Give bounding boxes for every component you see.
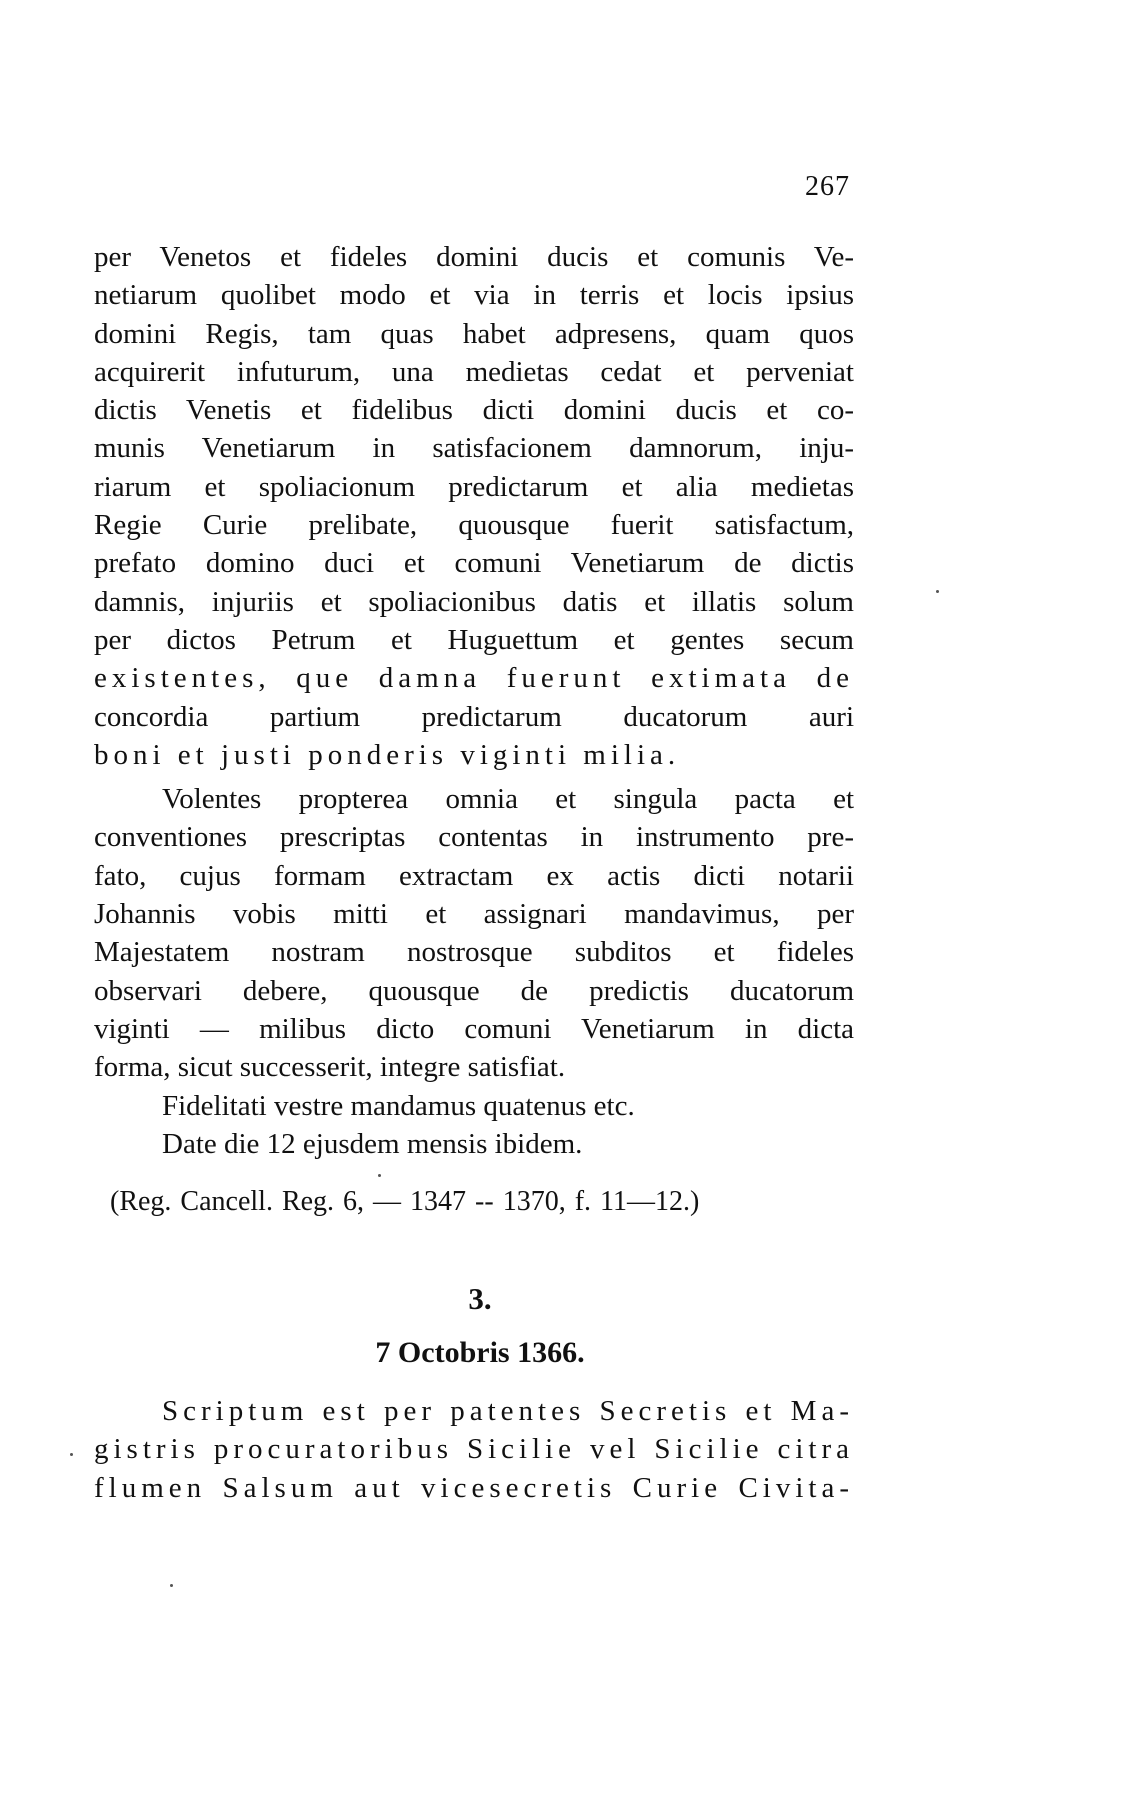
document-number: 3. bbox=[468, 1281, 492, 1316]
text-line: damnis, injuriis et spoliacionibus datis et illatis solum bbox=[94, 585, 854, 618]
paper-speck bbox=[170, 1584, 173, 1587]
date-line: Date die 12 ejusdem mensis ibidem. bbox=[162, 1127, 583, 1160]
text-line: existentes, que damna fuerunt extimata de bbox=[94, 662, 854, 695]
closing-line: Fidelitati vestre mandamus quatenus etc. bbox=[162, 1089, 635, 1122]
text-line: munis Venetiarum in satisfacionem damnorum, inju- bbox=[94, 432, 854, 465]
text-line: viginti — milibus dicto comuni Venetiarum in dicta bbox=[94, 1012, 854, 1045]
page-number: 267 bbox=[805, 171, 850, 202]
text-line: gistris procuratoribus Sicilie vel Sicilie citra bbox=[94, 1433, 854, 1466]
text-line: fato, cujus formam extractam ex actis dicti notarii bbox=[94, 859, 854, 892]
text-line: Volentes propterea omnia et singula pacta et bbox=[162, 783, 854, 816]
paper-speck bbox=[378, 1174, 381, 1177]
text-line: per Venetos et fideles domini ducis et comunis Ve- bbox=[94, 241, 854, 273]
text-line: Scriptum est per patentes Secretis et Ma- bbox=[162, 1395, 854, 1427]
document-text bbox=[94, 1392, 854, 1507]
text-line: flumen Salsum aut vicesecretis Curie Civita- bbox=[94, 1471, 854, 1504]
text-line: netiarum quolibet modo et via in terris et locis ipsius bbox=[94, 279, 854, 312]
text-line: forma, sicut successerit, integre satisfiat. bbox=[94, 1051, 566, 1084]
text-line: dictis Venetis et fidelibus dicti domini ducis et co- bbox=[94, 394, 854, 427]
text-line: observari debere, quousque de predictis ducatorum bbox=[94, 974, 854, 1007]
main-text bbox=[94, 238, 854, 1163]
text-line: domini Regis, tam quas habet adpresens, quam quos bbox=[94, 317, 854, 350]
text-line: Johannis vobis mitti et assignari mandavimus, per bbox=[94, 898, 854, 931]
text-line: riarum et spoliacionum predictarum et alia medietas bbox=[94, 470, 854, 503]
text-line: prefato domino duci et comuni Venetiarum de dictis bbox=[94, 547, 854, 580]
text-line: concordia partium predictarum ducatorum auri bbox=[94, 700, 854, 733]
text-line: per dictos Petrum et Huguettum et gentes secum bbox=[94, 623, 854, 656]
register-citation: (Reg. Cancell. Reg. 6, — 1347 -- 1370, f. 11—12.) bbox=[110, 1186, 700, 1217]
text-line: Majestatem nostram nostrosque subditos et fideles bbox=[94, 936, 854, 969]
text-line: acquirerit infuturum, una medietas cedat et perveniat bbox=[94, 355, 854, 388]
document-date: 7 Octobris 1366. bbox=[375, 1336, 585, 1369]
text-line: conventiones prescriptas contentas in instrumento pre- bbox=[94, 821, 854, 854]
paper-speck bbox=[70, 1453, 73, 1456]
text-line: boni et justi ponderis viginti milia. bbox=[94, 738, 681, 771]
text-line: Regie Curie prelibate, quousque fuerit satisfactum, bbox=[94, 509, 854, 542]
paper-speck bbox=[936, 590, 939, 593]
